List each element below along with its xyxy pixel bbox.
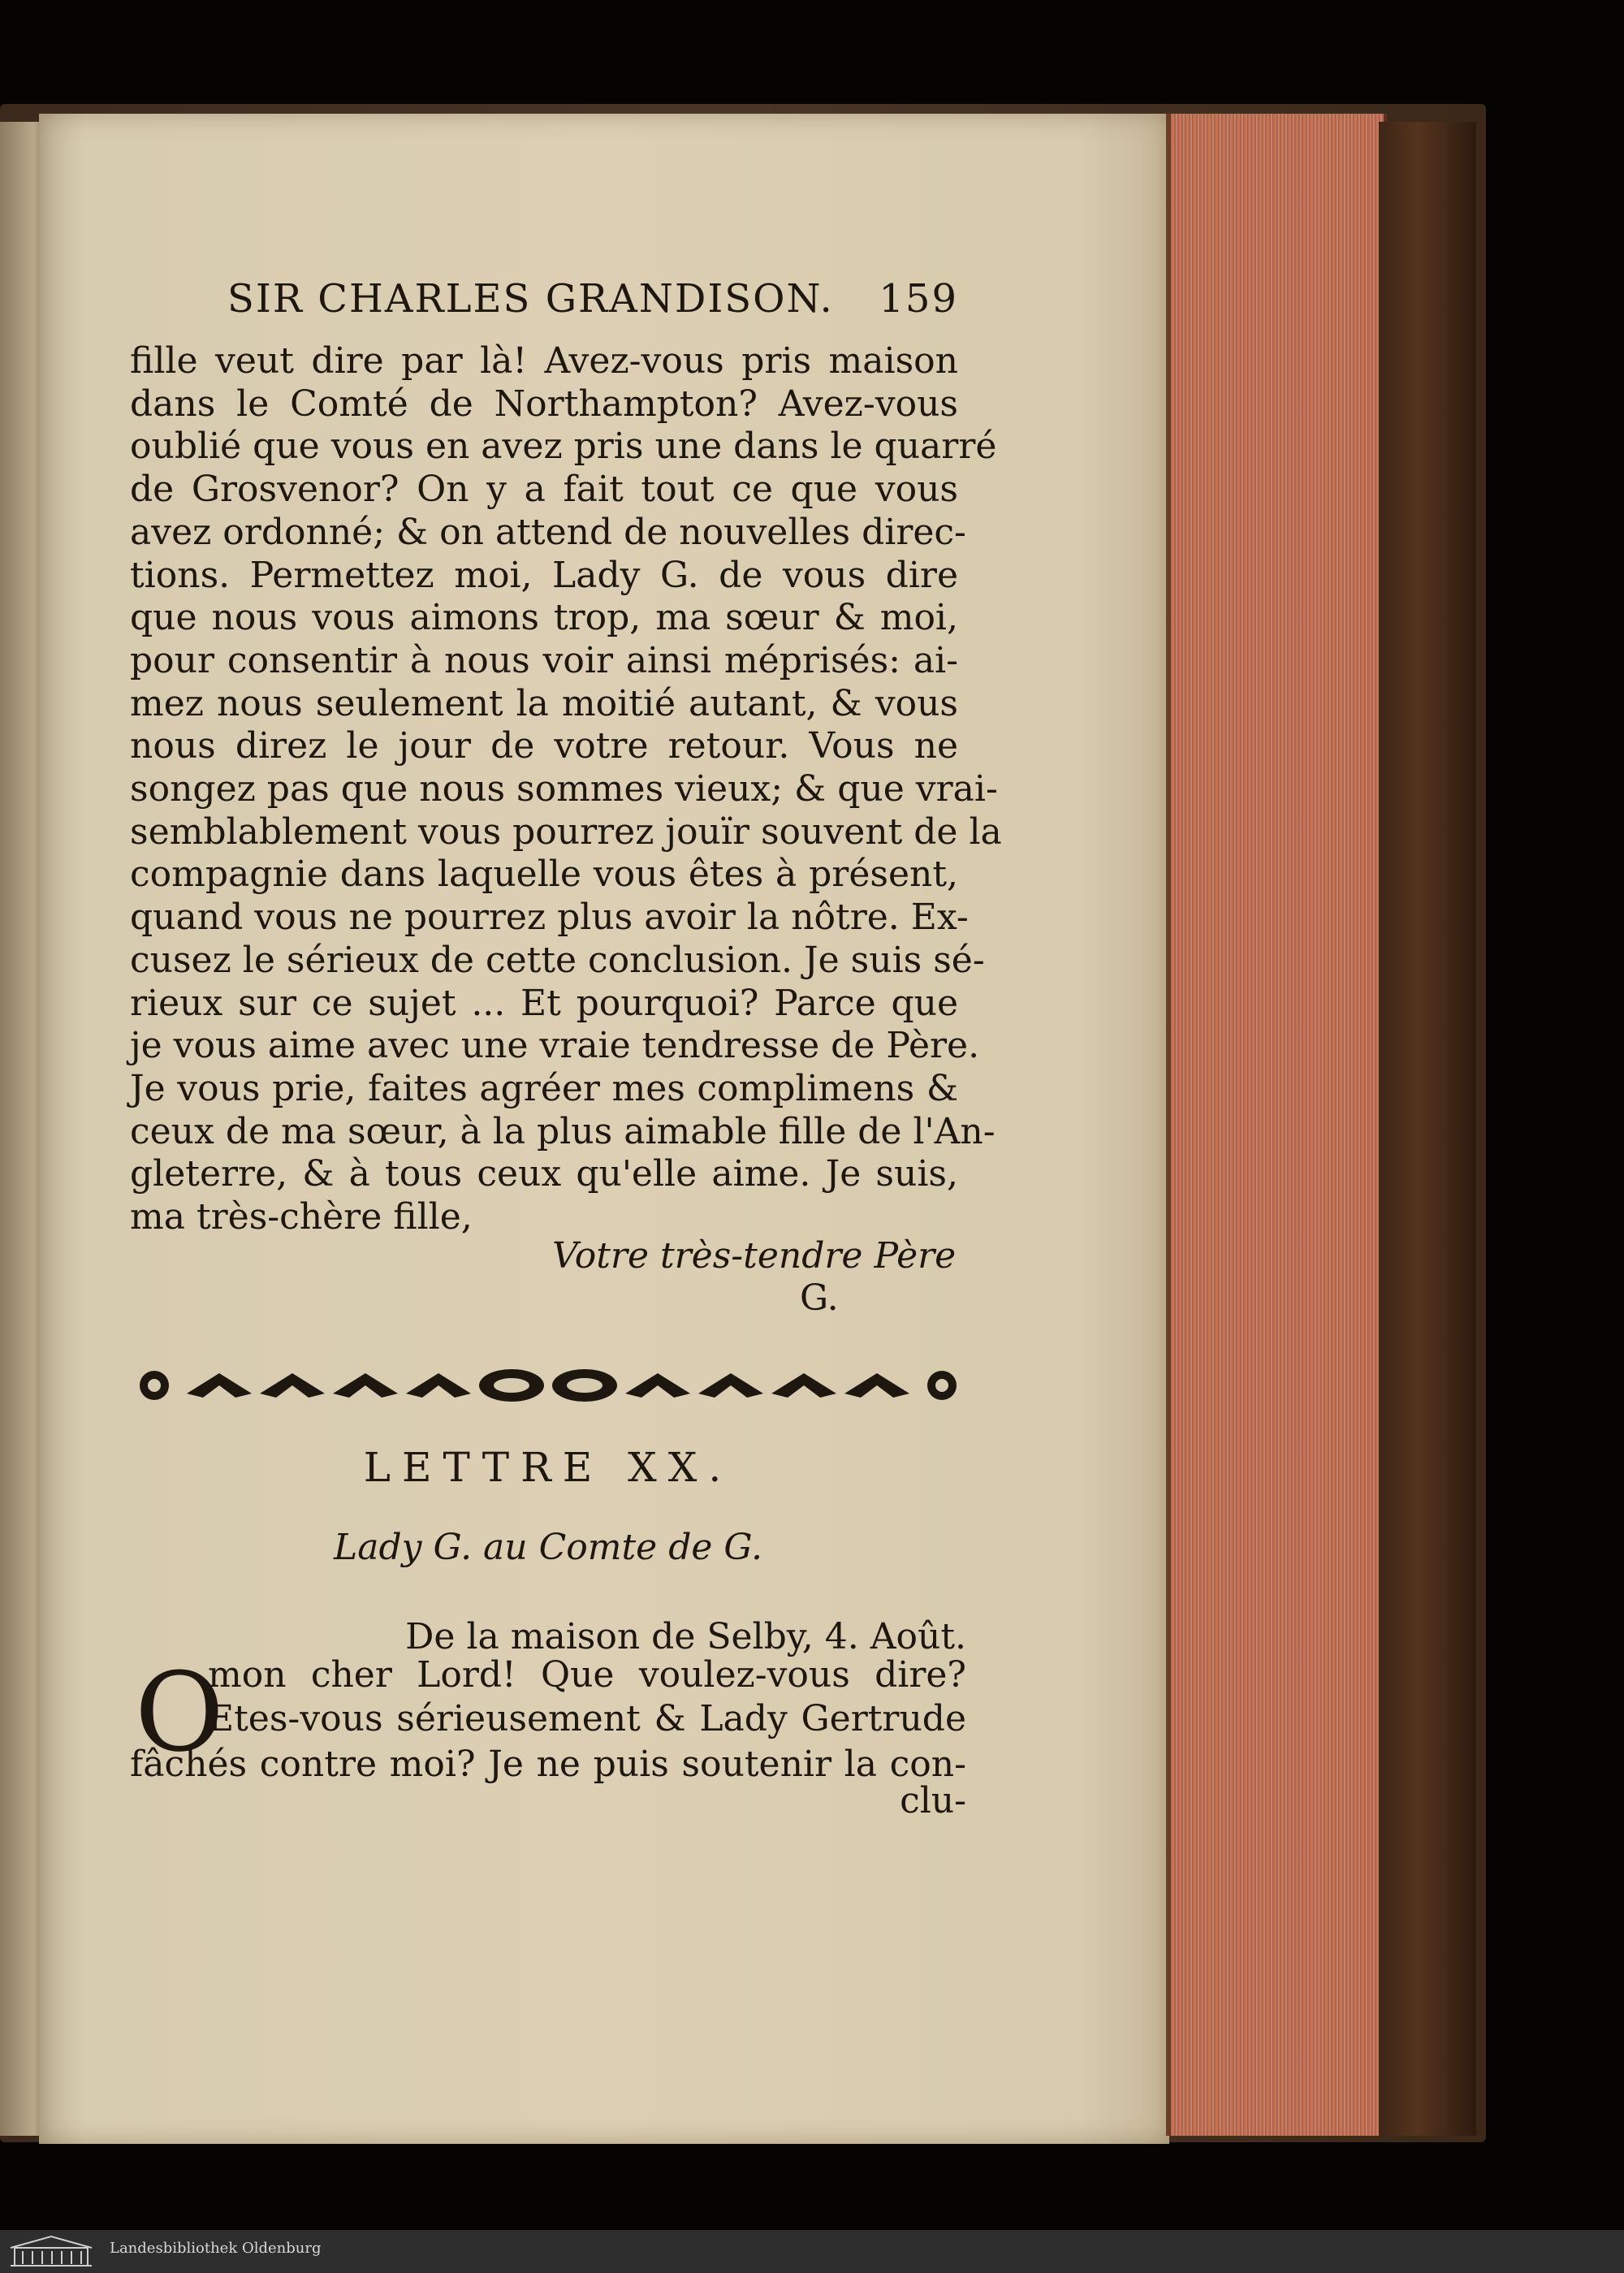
letter-subtitle: Lady G. au Comte de G. [334,1527,762,1568]
text-line: de Grosvenor? On y a fait tout ce que vous [130,469,958,511]
text-line: cusez le sérieux de cette conclusion. Je suis sé- [130,939,985,981]
running-title: SIR CHARLES GRANDISON. [227,276,834,322]
back-cover [1379,122,1476,2136]
signature-initial: G. [800,1277,839,1319]
text-line: fâchés contre moi? Je ne puis soutenir la con- [130,1744,966,1785]
text-line: avez ordonné; & on attend de nouvelles direc- [130,511,966,553]
drop-cap: O [135,1649,224,1776]
text-line: quand vous ne pourrez plus avoir la nôtre. Ex- [130,897,969,939]
salutation: ma très-chère fille, [130,1196,473,1238]
text-line: pour consentir à nous voir ainsi méprisés: ai- [130,639,958,681]
text-line: tions. Permettez moi, Lady G. de vous dire [130,554,958,596]
text-line: que nous vous aimons trop, ma sœur & moi, [130,597,958,639]
letter-heading: LETTRE XX. [363,1444,733,1491]
text-line: compagnie dans laquelle vous êtes à présent, [130,853,958,896]
text-line: ceux de ma sœur, à la plus aimable fille de l'An- [130,1110,996,1152]
decorative-ornament [130,1361,966,1410]
text-line: oublié que vous en avez pris une dans le quarré [130,426,997,468]
page-number: 159 [879,276,958,322]
running-header [227,276,958,333]
text-line: mez nous seulement la moitié autant, & vous [130,682,958,724]
dropcap-line: mon cher Lord! Que voulez-vous dire? [208,1654,966,1696]
catchword: clu- [900,1780,966,1821]
letter-dateline: De la maison de Selby, 4. Août. [405,1616,966,1657]
dropcap-line: Etes-vous sérieusement & Lady Gertrude [208,1698,966,1739]
text-line: fille veut dire par là! Avez-vous pris maison [130,340,958,382]
text-line: semblablement vous pourrez jouïr souvent de la [130,810,1002,853]
page-edges [1166,114,1387,2136]
library-building-icon [6,2233,96,2269]
signature: Votre très-tendre Père [552,1235,957,1277]
library-name: Landesbibliothek Oldenburg [110,2240,322,2257]
text-line: nous direz le jour de votre retour. Vous ne [130,725,958,767]
text-line: rieux sur ce sujet ... Et pourquoi? Parce que [130,982,958,1024]
footer-bar [0,2230,1624,2273]
text-line: je vous aime avec une vraie tendresse de Père. [130,1025,980,1067]
text-line: dans le Comté de Northampton? Avez-vous [130,382,958,425]
text-line: gleterre, & à tous ceux qu'elle aime. Je suis, [130,1153,958,1195]
text-line: Je vous prie, faites agréer mes complimens & [130,1067,958,1109]
text-line: songez pas que nous sommes vieux; & que vrai- [130,768,998,810]
